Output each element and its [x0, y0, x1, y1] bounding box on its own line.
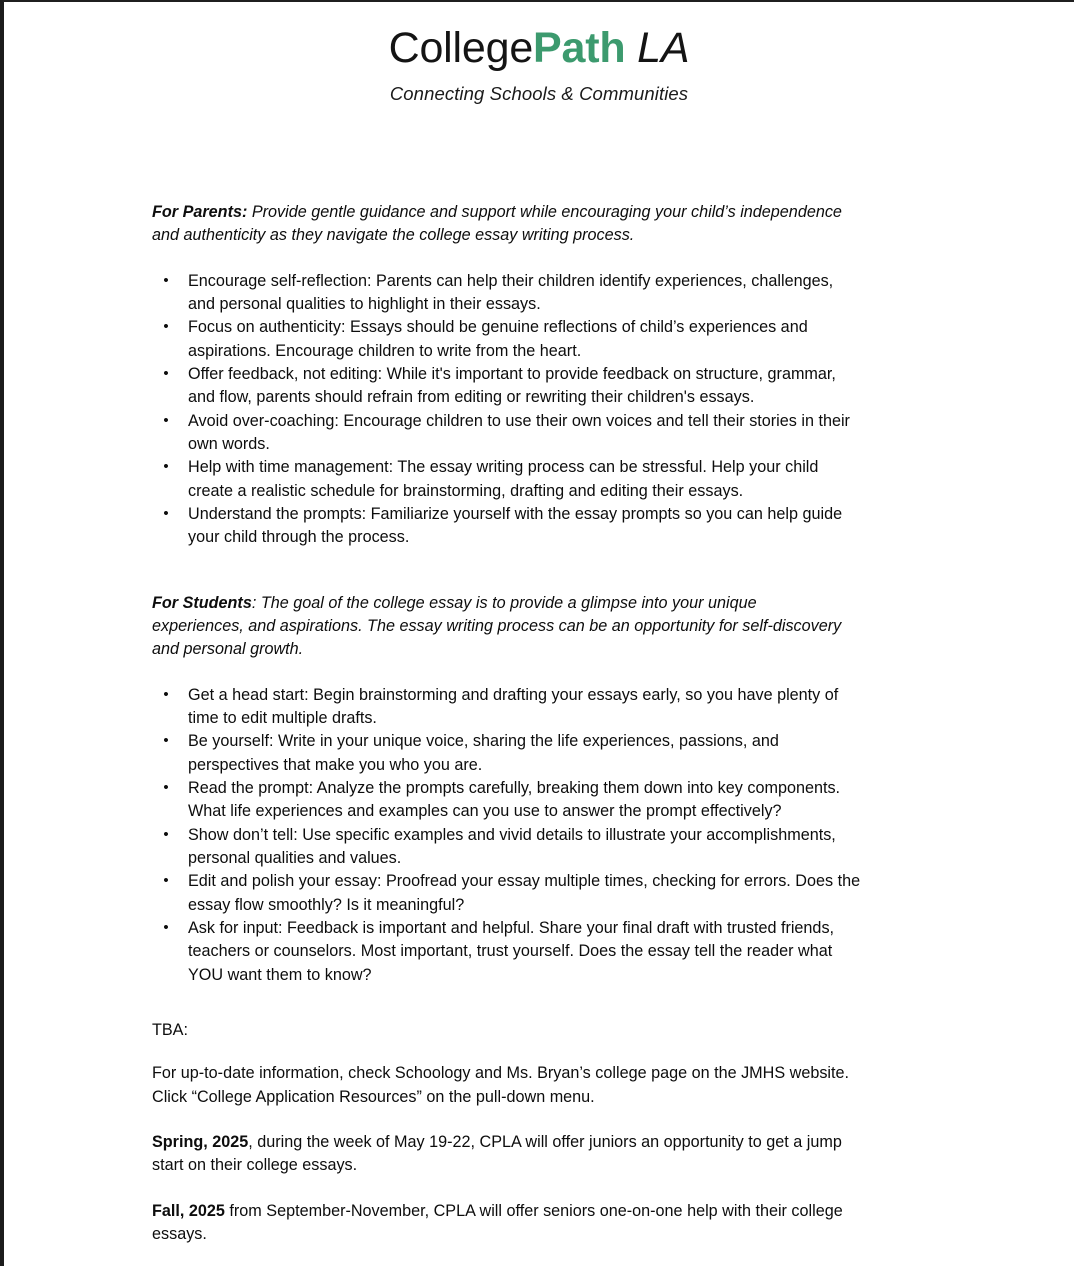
parents-intro-paragraph: [152, 201, 852, 248]
students-intro-label: For Students: [152, 593, 252, 612]
spring-session-text: , during the week of May 19-22, CPLA will offer juniors an opportunity to get a jump start on their college essays.: [152, 1132, 842, 1175]
list-item: [152, 503, 864, 550]
list-item: [152, 456, 864, 503]
tba-info-paragraph: For up-to-date information, check Schoology and Ms. Bryan’s college page on the JMHS website. Click “College Application Resources” on the pull-down menu.: [152, 1064, 850, 1106]
list-item-text: Get a head start: Begin brainstorming and drafting your essays early, so you have plenty of time to edit multiple drafts.: [188, 685, 839, 728]
logo-word-path: Path: [533, 24, 626, 72]
bullet-icon: •: [163, 685, 169, 703]
list-item-text: Ask for input: Feedback is important and helpful. Share your final draft with trusted friends, teachers or counselors. Most important, trust yourself. Does the essay tell the reader what YOU want them to know?: [188, 919, 835, 984]
document-body: [4, 105, 1074, 1246]
logo-word-la: LA: [625, 24, 690, 72]
bullet-icon: •: [163, 318, 169, 336]
list-item-text: Focus on authenticity: Essays should be genuine reflections of child’s experiences and aspirations. Encourage children to write from the heart.: [188, 318, 808, 360]
list-item: [152, 870, 864, 917]
bullet-icon: •: [163, 411, 169, 429]
list-item: [152, 730, 864, 777]
bullet-icon: •: [163, 365, 169, 383]
document-content: [152, 105, 1020, 1246]
logo-tagline: Connecting Schools & Communities: [389, 83, 689, 105]
students-tips-list: [152, 684, 864, 987]
section-spacer: [152, 1011, 1020, 1019]
bullet-icon: •: [163, 919, 169, 936]
list-item: [152, 777, 864, 824]
bullet-icon: •: [163, 825, 169, 843]
list-item-text: Help with time management: The essay writing process can be stressful. Help your child create a realistic schedule for brainstorming, drafting and editing their essays.: [188, 458, 819, 500]
students-intro-text: : The goal of the college essay is to provide a glimpse into your unique experiences, and aspirations. The essay writing process can be an opportunity for self-discovery and personal growth.: [152, 593, 842, 659]
bullet-icon: •: [163, 779, 169, 797]
list-item: [152, 917, 864, 987]
fall-session-paragraph: [152, 1200, 864, 1247]
bullet-icon: •: [163, 872, 169, 890]
list-item: [152, 410, 864, 457]
bullet-icon: •: [163, 505, 169, 523]
list-item: [152, 824, 864, 871]
list-item-text: Avoid over-coaching: Encourage children to use their own voices and tell their stories in their own words.: [188, 411, 850, 454]
list-item-text: Show don’t tell: Use specific examples and vivid details to illustrate your accomplishments, personal qualities and values.: [188, 825, 836, 868]
fall-session-label: Fall, 2025: [152, 1201, 225, 1220]
list-item: [152, 363, 864, 410]
list-item: [152, 270, 864, 317]
organization-logo: [4, 2, 1074, 105]
spring-session-paragraph: [152, 1131, 864, 1178]
parents-intro-text: Provide gentle guidance and support while encouraging your child’s independence and authenticity as they navigate the college essay writing process.: [152, 203, 842, 245]
fall-session-text: from September-November, CPLA will offer seniors one-on-one help with their college essays.: [152, 1201, 843, 1243]
logo-word-college: College: [388, 24, 534, 72]
parents-intro-label: For Parents:: [152, 203, 248, 222]
students-intro-paragraph: [152, 592, 852, 662]
list-item-text: Offer feedback, not editing: While it's important to provide feedback on structure, grammar, and flow, parents should refrain from editing or rewriting their children's essays.: [188, 365, 836, 407]
bullet-icon: •: [163, 732, 169, 750]
list-item-text: Encourage self-reflection: Parents can help their children identify experiences, challenges, and personal qualities to highlight in their essays.: [188, 271, 834, 314]
tba-heading: TBA:: [152, 1020, 188, 1039]
logo-wordmark: [4, 26, 1074, 71]
parents-tips-list: [152, 270, 864, 550]
bullet-icon: •: [163, 458, 169, 476]
list-item-text: Understand the prompts: Familiarize yourself with the essay prompts so you can help guide your child through the process.: [188, 505, 843, 547]
list-item-text: Be yourself: Write in your unique voice, sharing the life experiences, passions, and perspectives that make you who you are.: [188, 732, 779, 774]
list-item-text: Read the prompt: Analyze the prompts carefully, breaking them down into key components. What life experiences and examples can you use to answer the prompt effectively?: [188, 779, 841, 821]
list-item: [152, 316, 864, 363]
spring-session-label: Spring, 2025: [152, 1132, 249, 1151]
list-item: [152, 684, 864, 731]
bullet-icon: •: [163, 271, 169, 289]
section-spacer: [152, 574, 1020, 592]
list-item-text: Edit and polish your essay: Proofread your essay multiple times, checking for errors. Does the essay flow smoothly? Is it meaningful?: [188, 872, 861, 914]
